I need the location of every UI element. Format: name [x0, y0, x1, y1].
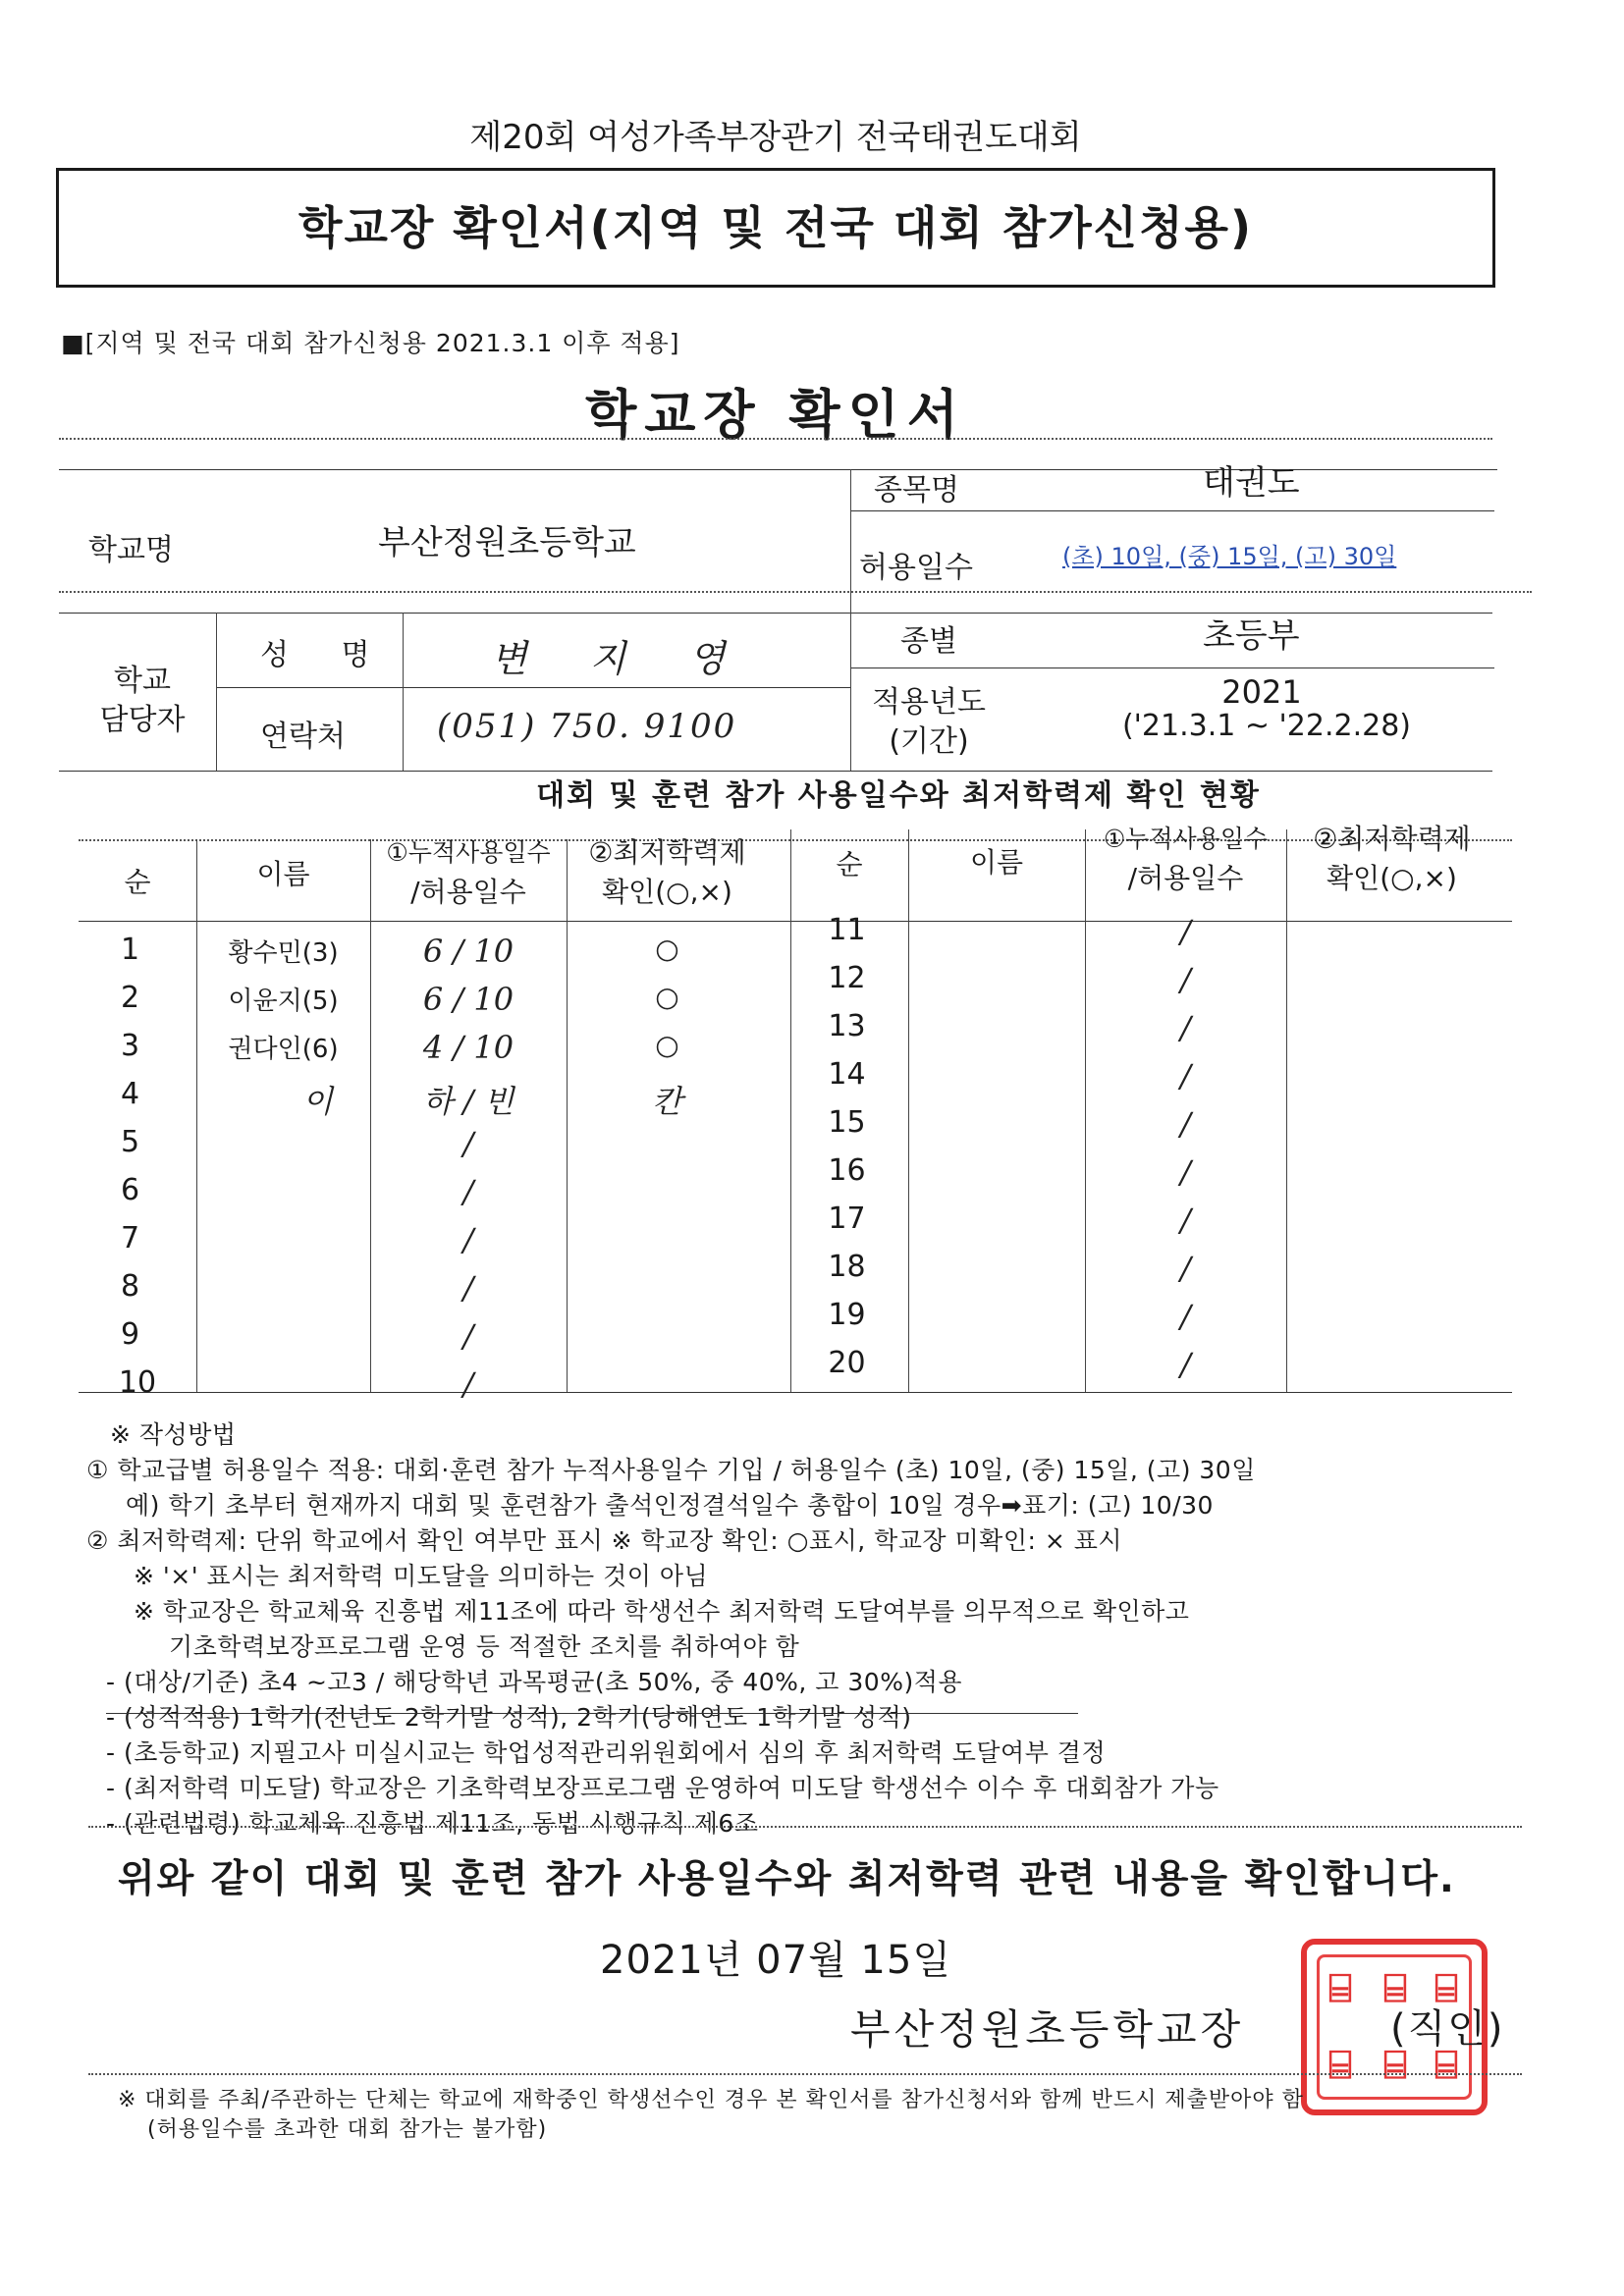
- note-2: ② 최저학력제: 단위 학교에서 확인 여부만 표시 ※ 학교장 확인: ○표시, 학교장 미확인: × 표시: [86, 1526, 1123, 1555]
- header-days-2-right: /허용일수: [1127, 862, 1244, 894]
- allowed-days-value: (초) 10일, (중) 15일, (고) 30일: [1062, 543, 1397, 570]
- allowed-days-label: 허용일수: [859, 551, 973, 585]
- sport-label: 종목명: [874, 473, 959, 507]
- row-number: 20: [828, 1346, 866, 1380]
- school-name-label: 학교명: [88, 533, 174, 567]
- row-number: 1: [120, 933, 140, 967]
- row-days: 6 / 10: [422, 981, 514, 1018]
- seal-mark: ⌸: [1383, 2043, 1407, 2088]
- confirmation-date: 2021년 07월 15일: [600, 1938, 951, 1983]
- detail-2: - (성적적용) 1학기(전년도 2학기말 성적), 2학기(당해연도 1학기말 성적): [106, 1703, 912, 1732]
- row-name: 이: [302, 1083, 333, 1120]
- notes-heading: ※ 작성방법: [110, 1420, 237, 1449]
- seal-mark: ⌸: [1435, 2043, 1458, 2088]
- footer-note-1: ※ 대회를 주최/주관하는 단체는 학교에 재학중인 학생선수인 경우 본 확인서를 참가신청서와 함께 반드시 제출받아야 함: [118, 2088, 1304, 2112]
- divider: [79, 1392, 1512, 1393]
- divider: [403, 613, 404, 771]
- row-number: 5: [120, 1125, 140, 1159]
- header-min-2-right: 확인(○,×): [1326, 862, 1457, 894]
- detail-3: - (초등학교) 지필고사 미실시교는 학업성적관리위원회에서 심의 후 최저학력 도달여부 결정: [106, 1738, 1107, 1767]
- row-number: 4: [120, 1077, 140, 1111]
- row-number: 2: [120, 981, 140, 1015]
- year-value: 2021: [1221, 673, 1302, 711]
- strikethrough: [106, 1713, 1078, 1714]
- row-check: ○: [655, 981, 679, 1013]
- person-name-label: 성 명: [260, 638, 392, 672]
- detail-1: - (대상/기준) 초4 ~고3 / 해당학년 과목평균(초 50%, 중 40%, 고 30%)적용: [106, 1668, 962, 1696]
- footer-note-2: (허용일수를 초과한 대회 참가는 불가함): [147, 2117, 548, 2142]
- divider: [196, 839, 197, 1392]
- row-days: 6 / 10: [422, 933, 514, 970]
- note-1-example: 예) 학기 초부터 현재까지 대회 및 훈련참가 출석인정결석일수 총합이 10일 경우➡표기: (고) 10/30: [126, 1491, 1214, 1520]
- row-number: 16: [828, 1153, 866, 1188]
- note-1: ① 학교급별 허용일수 적용: 대회·훈련 참가 누적사용일수 기입 / 허용일수 (초) 10일, (중) 15일, (고) 30일: [86, 1456, 1256, 1484]
- row-number: 3: [120, 1029, 140, 1063]
- detail-5: - (관련법령) 학교체육 진흥법 제11조, 동법 시행규칙 제6조: [106, 1809, 759, 1838]
- row-days: /: [1180, 1057, 1191, 1095]
- header-order-right: 순: [836, 848, 863, 881]
- row-number: 14: [828, 1057, 866, 1092]
- person-name-value: 변 지 영: [491, 637, 751, 680]
- row-number: 6: [120, 1173, 140, 1207]
- header-min-right: ②최저학력제: [1313, 823, 1471, 855]
- year-label-1: 적용년도: [872, 685, 986, 720]
- divider: [88, 1826, 1522, 1828]
- row-check: ○: [655, 933, 679, 965]
- contact-value: (051) 750. 9100: [437, 707, 737, 746]
- confirmation-statement: 위와 같이 대회 및 훈련 참가 사용일수와 최저학력 관련 내용을 확인합니다.: [118, 1857, 1456, 1901]
- row-name: 이윤지(5): [228, 987, 339, 1016]
- seal-label: (직인): [1390, 2006, 1505, 2052]
- row-number: 9: [120, 1317, 140, 1352]
- scope-notice: ■[지역 및 전국 대회 참가신청용 2021.3.1 이후 적용]: [61, 329, 680, 357]
- divider: [908, 829, 909, 1392]
- detail-4: - (최저학력 미도달) 학교장은 기초학력보장프로그램 운영하여 미도달 학생선수 이수 후 대회참가 가능: [106, 1774, 1219, 1802]
- header-min: ②최저학력제: [588, 836, 746, 869]
- category-value: 초등부: [1203, 616, 1300, 656]
- row-days: /: [1180, 1346, 1191, 1383]
- row-days: /: [1180, 1105, 1191, 1143]
- year-label-2: (기간): [889, 724, 969, 759]
- row-days: /: [1180, 1153, 1191, 1191]
- divider: [216, 613, 217, 771]
- sport-value: 태권도: [1203, 463, 1300, 503]
- row-number: 19: [828, 1298, 866, 1332]
- divider: [1286, 829, 1287, 1392]
- manager-label-1: 학교: [114, 664, 171, 698]
- year-period: ('21.3.1 ~ '22.2.28): [1121, 709, 1412, 743]
- row-days: /: [1180, 1250, 1191, 1287]
- row-days: /: [462, 1125, 474, 1162]
- document-title-box: [56, 168, 1495, 288]
- row-days: /: [1180, 1201, 1191, 1239]
- row-number: 18: [828, 1250, 866, 1284]
- section-title: 대회 및 훈련 참가 사용일수와 최저학력제 확인 현황: [536, 778, 1261, 813]
- row-number: 15: [828, 1105, 866, 1140]
- principal-name: 부산정원초등학교장: [850, 2005, 1245, 2054]
- header-days-right: ①누적사용일수: [1103, 825, 1269, 853]
- note-2-b: ※ 학교장은 학교체육 진흥법 제11조에 따라 학생선수 최저학력 도달여부를 의무적으로 확인하고: [134, 1597, 1190, 1626]
- row-number: 17: [828, 1201, 866, 1236]
- row-number: 13: [828, 1009, 866, 1043]
- divider: [88, 2073, 1522, 2075]
- divider: [59, 591, 1532, 593]
- seal-mark: ⌸: [1383, 1966, 1407, 2011]
- row-check: ○: [655, 1029, 679, 1061]
- row-days: /: [462, 1173, 474, 1210]
- header-days: ①누적사용일수: [386, 838, 551, 867]
- divider: [850, 667, 1494, 668]
- category-label: 종별: [900, 624, 957, 659]
- divider: [850, 510, 1494, 511]
- header-order: 순: [124, 866, 151, 898]
- row-number: 12: [828, 961, 866, 995]
- row-days: /: [1180, 1009, 1191, 1046]
- row-days: 4 / 10: [422, 1029, 514, 1066]
- header-name-right: 이름: [969, 846, 1024, 879]
- row-check: 칸: [652, 1083, 682, 1120]
- document-title: 학교장 확인서(지역 및 전국 대회 참가신청용): [298, 201, 1253, 254]
- row-number: 11: [828, 913, 866, 947]
- row-name: 황수민(3): [228, 938, 339, 968]
- divider: [59, 438, 1492, 440]
- certificate-title: 학교장 확인서: [585, 384, 966, 446]
- header-min-2: 확인(○,×): [602, 876, 732, 908]
- row-days: /: [462, 1269, 474, 1307]
- school-name-value: 부산정원초등학교: [378, 523, 636, 562]
- note-2-a: ※ '×' 표시는 최저학력 미도달을 의미하는 것이 아님: [134, 1562, 709, 1590]
- seal-mark: ⌸: [1328, 2043, 1352, 2088]
- row-days: /: [1180, 1298, 1191, 1335]
- row-name: 권다인(6): [228, 1035, 339, 1064]
- row-days: /: [462, 1317, 474, 1355]
- seal-mark: ⌸: [1328, 1966, 1352, 2011]
- seal-mark: ⌸: [1435, 1966, 1458, 2011]
- row-days: /: [462, 1365, 474, 1403]
- row-days: /: [462, 1221, 474, 1258]
- row-days: /: [1180, 913, 1191, 950]
- event-title: 제20회 여성가족부장관기 전국태권도대회: [469, 118, 1082, 157]
- manager-label-2: 담당자: [99, 703, 186, 737]
- header-name: 이름: [256, 858, 310, 890]
- row-days: 하 / 빈: [422, 1083, 514, 1120]
- header-days-2: /허용일수: [410, 876, 526, 908]
- note-2-b2: 기초학력보장프로그램 운영 등 적절한 조치를 취하여야 함: [169, 1632, 800, 1661]
- contact-label: 연락처: [260, 720, 346, 754]
- row-number: 7: [120, 1221, 140, 1255]
- row-days: /: [1180, 961, 1191, 998]
- row-number: 10: [118, 1365, 157, 1400]
- row-number: 8: [120, 1269, 140, 1304]
- divider: [216, 687, 850, 688]
